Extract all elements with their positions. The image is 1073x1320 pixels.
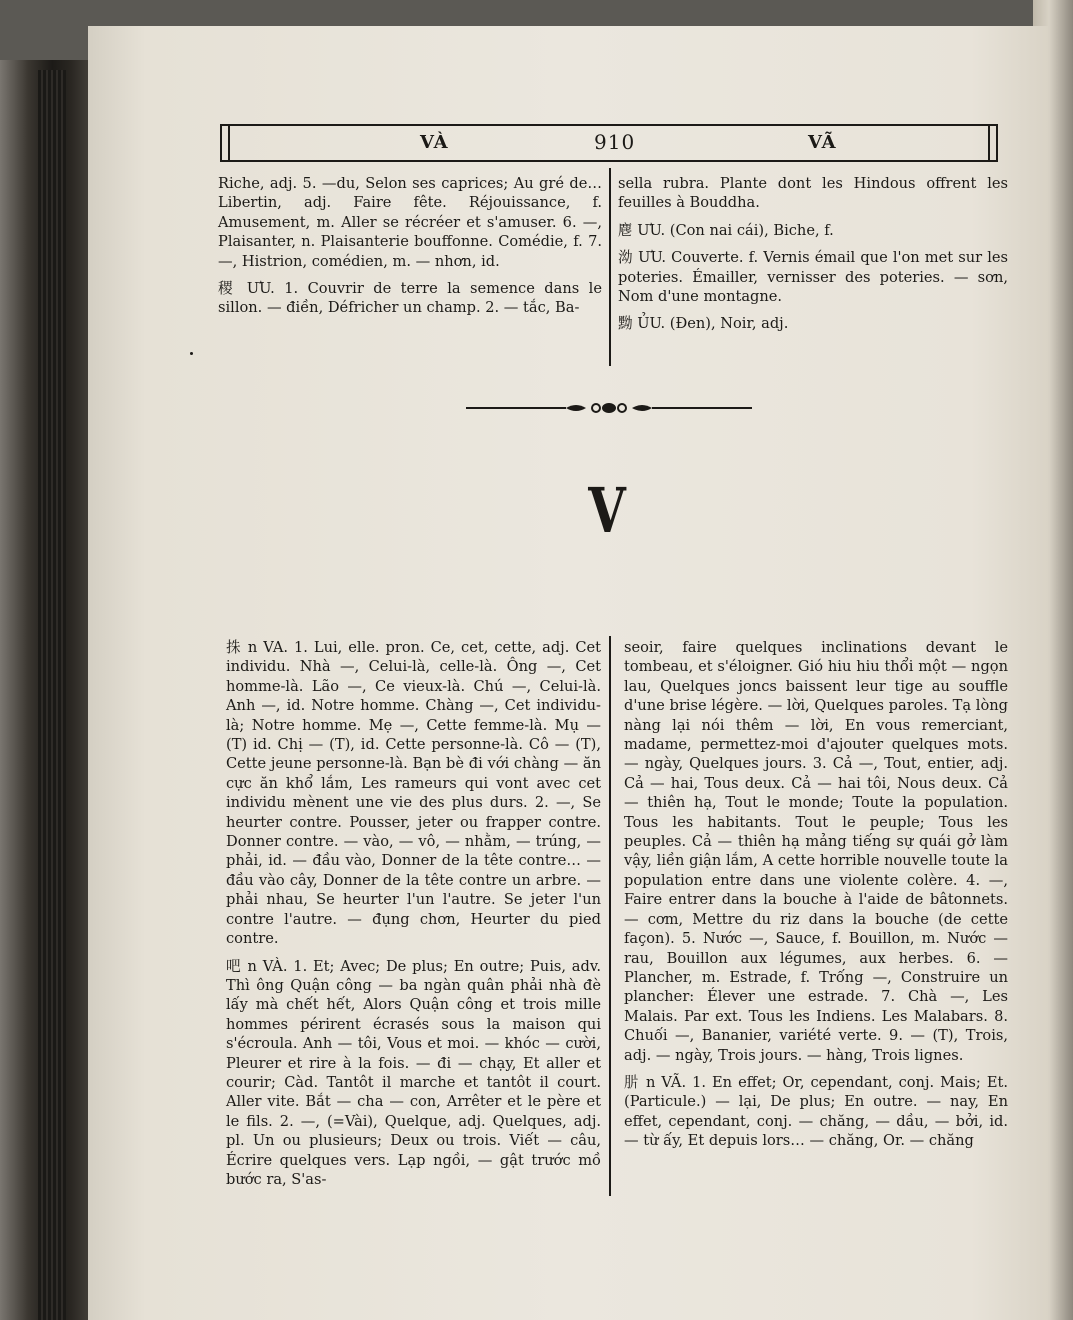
section-letter: V [588, 474, 626, 547]
ink-speck [190, 352, 193, 355]
bottom-left-column [226, 638, 601, 1189]
top-left-column [218, 174, 602, 318]
top-right-column [618, 174, 1008, 334]
entry-paragraph: 䏒 n VÃ. 1. En effet; Or, cependant, conj. Mais; Et. (Particule.) — lại, De plus; En outre. — nay, En effet, cependant, conj. — chăng, — dầu, — bởi, id. — từ ấy, Et depuis lors… — chăng, Or. — chăng [624, 1073, 1008, 1150]
column-rule-bottom [609, 636, 611, 1196]
entry-paragraph: 吧 n VÀ. 1. Et; Avec; De plus; En outre; Puis, adv. Thì ông Quận công — ba ngàn quân phải nhà đè lấy mà chết hết, Alors Quận công et trois mille hommes périrent écrasés sous la maison qui s'écroula. Anh — tôi, Vous et moi. — khóc — cười, Pleurer et rire à la fois. — đi — chạy, Et aller et courir; Càd. Tantôt il marche et tantôt il court. Aller vite. Bắt — cha — con, Arrêter et le père et le fils. 2. —, (=Vài), Quelque, adj. Quelques, adj. pl. Un ou plusieurs; Deux ou trois. Viết — câu, Écrire quelques vers. Lạp ngồi, — gật trước mồ bước ra, S'as- [226, 957, 601, 1188]
entry-paragraph: 稷 ƯU. 1. Couvrir de terre la semence dans le sillon. — điền, Défricher un champ. 2. — tắc, Ba- [218, 280, 602, 317]
entry-paragraph: 黝 ỦU. (Đen), Noir, adj. [618, 315, 789, 333]
entry-paragraph: seoir, faire quelques inclinations devant le tombeau, et s'éloigner. Gió hiu hiu thổi một — ngọn lau, Quelques joncs baissent leur tige au souffle d'une brise légère. — lời, Quelques paroles. Tạ lòng nàng lại nói thêm — lời, En vous remerciant, madame, permettez-moi d'ajouter quelques mots. — ngày, Quelques jours. 3. Cả —, Tout, entier, adj. Cả — hai, Tous deux. Cả — hai tôi, Nous deux. Cả — thiên hạ, Tout le monde; Toute la population. Tous les habitants. Tout le peuple; Tous les peuples. Cả — thiên hạ mảng tiếng sự quái gở làm vậy, liền giận lắm, A cette horrible nouvelle toute la population entre dans une violente colère. 4. —, Faire entrer dans la bouche à l'aide de bâtonnets. — cơm, Mettre du riz dans la bouche (de cette façon). 5. Nước —, Sauce, f. Bouillon, m. Nước — rau, Bouillon aux légumes, aux herbes. 6. — Plancher, m. Estrade, f. Trống —, Construire un plancher: Élever une estrade. 7. Chà —, Les Malais. Par ext. Tous les Indiens. Les Malabars. 8. Chuối —, Bananier, variété verte. 9. — (T), Trois, adj. — ngày, Trois jours. — hàng, Trois lignes. [624, 639, 1008, 1064]
entry-paragraph: Riche, adj. 5. —du, Selon ses caprices; Au gré de… Libertin, adj. Faire fête. Réjouissance, f. Amusement, m. Aller se récréer et s'amuser. 6. —, Plaisanter, n. Plaisanterie bouffonne. Comédie, f. 7. —, Histrion, comédien, m. — nhơn, id. [218, 175, 602, 270]
column-rule-top [609, 168, 611, 366]
header-right-word: VÃ [808, 132, 837, 153]
dictionary-page [88, 26, 1048, 1320]
entry-paragraph: 麀 ƯU. (Con nai cái), Biche, f. [618, 221, 834, 239]
section-ornament-icon [466, 400, 752, 416]
bottom-right-column [624, 638, 1008, 1151]
entry-paragraph: 㧣 n VA. 1. Lui, elle. pron. Ce, cet, cette, adj. Cet individu. Nhà —, Celui-là, celle-là. Ông —, Cet homme-là. Lão —, Ce vieux-là. Chú —, Celui-là. Anh —, id. Notre homme. Chàng —, Cet individu-là; Notre homme. Mẹ —, Cette femme-là. Mụ — (T) id. Chị — (T), id. Cette personne-là. Cô — (T), Cette jeune personne-là. Bạn bè đi với chàng — ăn cực ăn khổ lắm, Les rameurs qui vont avec cet individu mènent une vie des plus durs. 2. —, Se heurter contre. Pousser, jeter ou frapper contre. Donner contre. — vào, — vô, — nhằm, — trúng, — phải, id. — đầu vào, Donner de la tête contre… — đầu vào cây, Donner de la tête contre un arbre. — phải nhau, Se heurter l'un l'autre. Se jeter l'un contre l'autre. — đụng chơn, Heurter du pied contre. [226, 639, 601, 948]
entry-paragraph: sella rubra. Plante dont les Hindous offrent les feuilles à Bouddha. [618, 175, 1008, 212]
header-left-word: VÀ [420, 132, 449, 153]
running-header [220, 124, 998, 162]
entry-paragraph: 泑 ƯU. Couverte. f. Vernis émail que l'on met sur les poteries. Émailler, vernisser des poteries. — sơn, Nom d'une montagne. [618, 249, 1008, 306]
book-spine-edge [38, 70, 66, 1320]
page-number: 910 [594, 130, 636, 154]
